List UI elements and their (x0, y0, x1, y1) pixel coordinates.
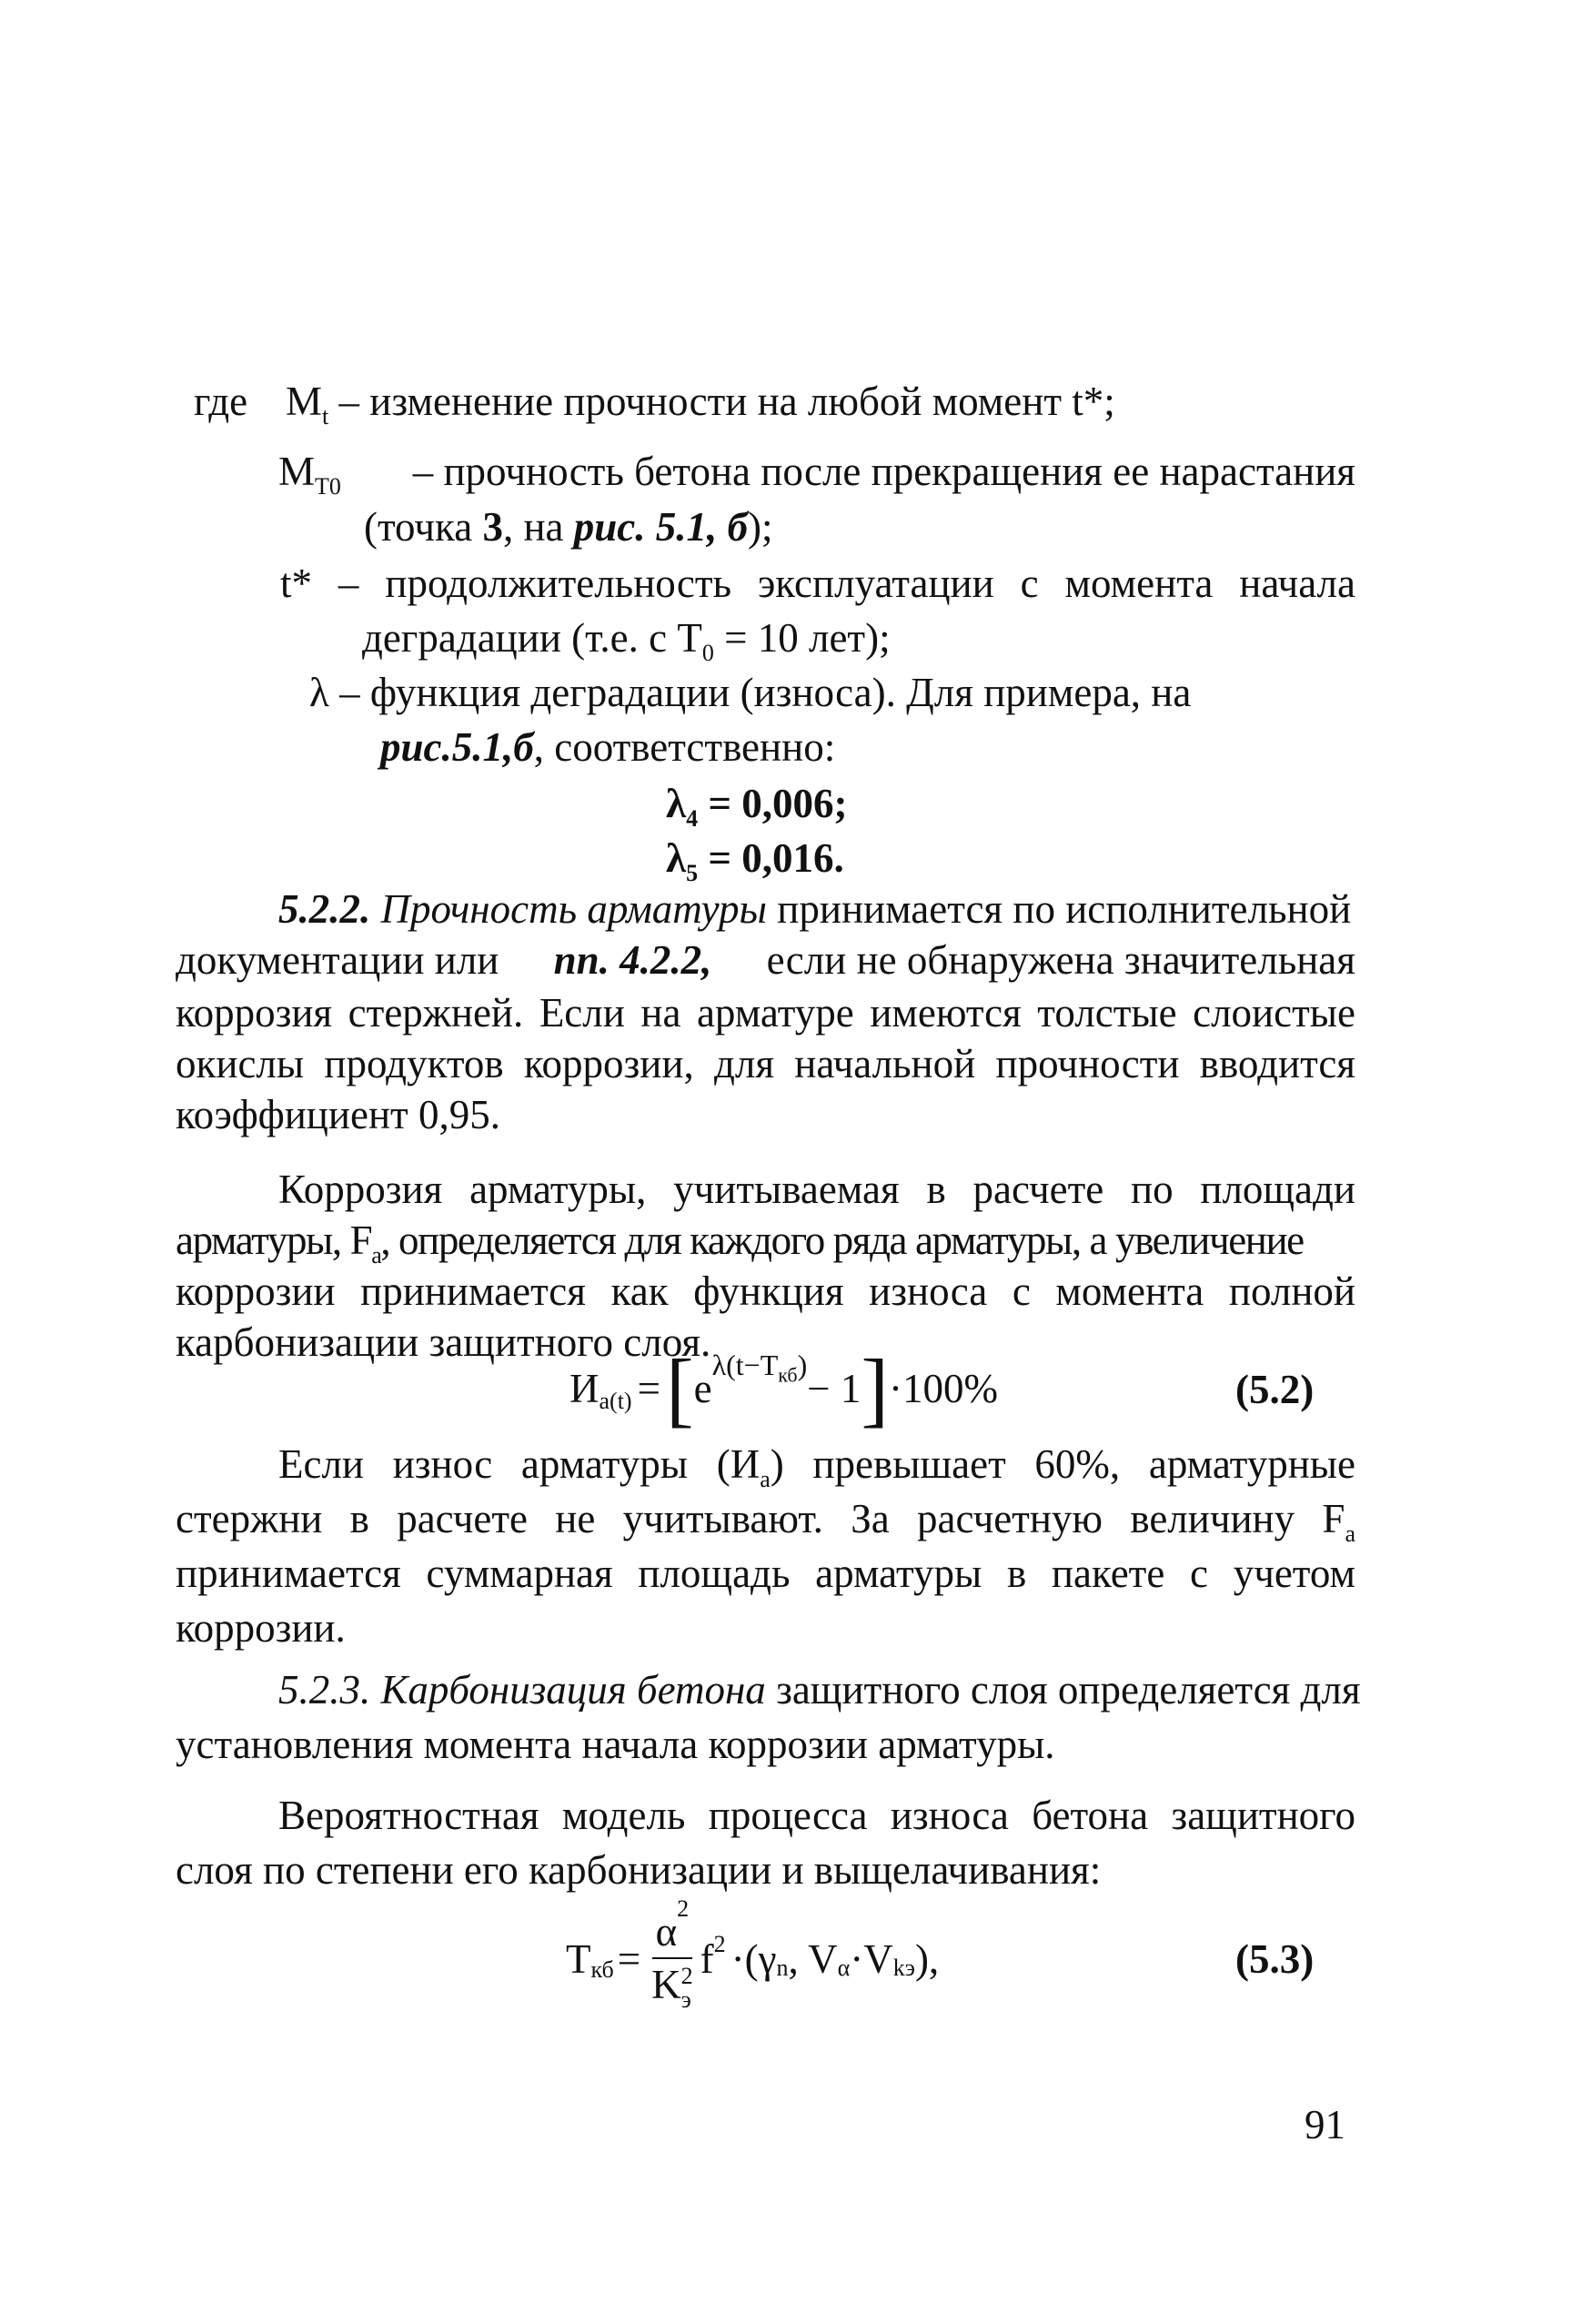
definition-t-star-line2: деградации (т.е. с $T_0 = 10$ лет); (362, 615, 891, 666)
equation-number-5-3: (5.3) (1235, 1936, 1315, 1982)
wear-paragraph-line4: коррозии. (176, 1605, 346, 1651)
wear-paragraph-line3: принимается суммарная площадь арматуры в пакете с учетом (176, 1551, 1355, 1596)
definition-t-star-line1: t* – продолжительность эксплуатации с момента начала (280, 561, 1355, 606)
section-523-heading: 5.2.3. Карбонизация бетона защитного слоя определяется для (278, 1667, 1361, 1713)
definition-m-t: $M_t$ – изменение прочности на любой момент t*; (286, 379, 1115, 429)
section-522-heading: 5.2.2. Прочность арматуры принимается по исполнительной (278, 886, 1352, 932)
corrosion-paragraph-line1: Коррозия арматуры, учитываемая в расчете по площади (278, 1167, 1355, 1212)
formula-5-3: T $_{кб}$ = $\alpha^2$ K 2 э f $^2$ ·(γ $_n$ , V $_\alpha$ ·V $_{kэ}$ ), (566, 1895, 940, 2014)
corrosion-paragraph-line2: арматуры, $F_a$, определяется для каждого ряда арматуры, а увеличение (176, 1218, 1304, 1268)
section-522-line5: коэффициент 0,95. (176, 1092, 500, 1137)
definition-lambda-line1: λ – функция деградации (износа). Для примера, на (309, 670, 1192, 715)
corrosion-paragraph-line3: коррозии принимается как функция износа с момента полной (176, 1268, 1355, 1314)
section-523-line2: установления момента начала коррозии арматуры. (176, 1722, 1055, 1767)
figure-reference: рис. 5.1, б (573, 504, 748, 550)
equation-number-5-2: (5.2) (1235, 1367, 1315, 1412)
corrosion-paragraph-line4: карбонизации защитного слоя. (176, 1319, 711, 1365)
lambda5-value: $\lambda_5 = 0,016$. (666, 835, 844, 886)
section-522-line4: окислы продуктов коррозии, для начальной прочности вводится (176, 1041, 1355, 1086)
figure-reference: рис.5.1,б (380, 724, 534, 770)
formula-5-2: И $_{a(t)}$ = [ e $^{\lambda(t-T_{кб})}$ − 1 ] ·100% (569, 1342, 999, 1435)
definition-m-t0-line2: (точка 3, на рис. 5.1, б); (364, 504, 773, 550)
section-522-line2: документации или пп. 4.2.2, если не обнаружена значительная (176, 937, 1355, 983)
page-number: 91 (1305, 2102, 1345, 2147)
model-paragraph-line2: слоя по степени его карбонизации и выщелачивания: (176, 1847, 1102, 1893)
model-paragraph-line1: Вероятностная модель процесса износа бетона защитного (278, 1793, 1355, 1838)
fraction: $\alpha^2$ K 2 э (651, 1895, 693, 2014)
where-label: где (194, 379, 248, 424)
definition-m-t0-line1: $M_{T0}$ – прочность бетона после прекращения ее нарастания (278, 449, 1355, 500)
section-522-line3: коррозия стержней. Если на арматуре имеются толстые слоистые (176, 990, 1355, 1036)
wear-paragraph-line1: Если износ арматуры $(И_a)$ превышает 60%, арматурные (278, 1441, 1356, 1492)
definition-lambda-line2: рис.5.1,б, соответственно: (380, 724, 836, 770)
lambda4-value: $\lambda_4 = 0,006$; (666, 781, 848, 832)
wear-paragraph-line2: стержни в расчете не учитывают. За расчетную величину $F_a$ (176, 1496, 1355, 1547)
